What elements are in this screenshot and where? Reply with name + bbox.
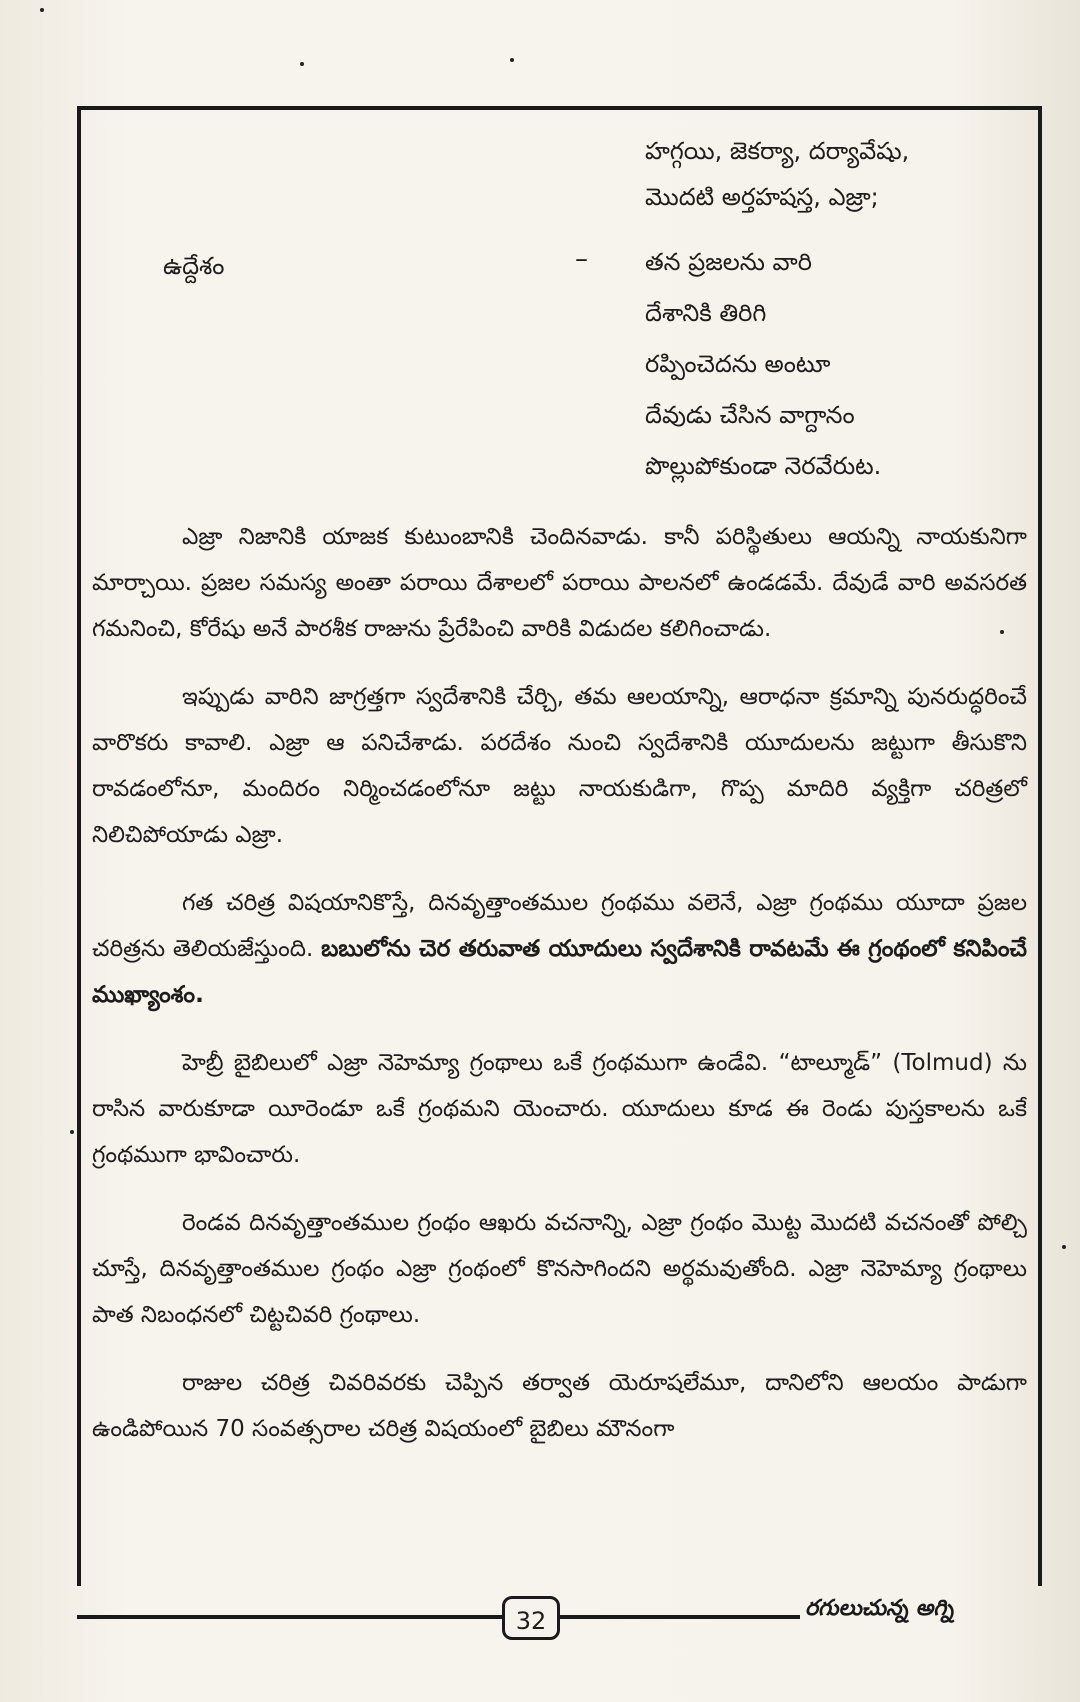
purpose-line: రప్పించెదను అంటూ bbox=[645, 350, 831, 378]
purpose-line: దేశానికి తిరిగి bbox=[645, 299, 767, 327]
body-text bbox=[92, 514, 1027, 1474]
purpose-dash: – bbox=[575, 244, 588, 274]
paragraph-emphasis: బబులోను చెర తరువాత యూదులు స్వదేశానికి రావటమే ఈ గ్రంథంలో కనిపించే ముఖ్యాంశం. bbox=[92, 936, 1028, 1008]
print-speck bbox=[1062, 1245, 1066, 1249]
people-list-line: హగ్గయి, జెకర్యా, దర్యావేషు, bbox=[645, 137, 910, 165]
print-speck bbox=[510, 58, 514, 62]
footer-rule-right bbox=[560, 1615, 800, 1619]
paragraph: హెబ్రీ బైబిలులో ఎజ్రా నెహెమ్యా గ్రంథాలు ఒకే గ్రంథముగా ఉండేవి. “టాల్మూడ్” (Tolmud) ను రాసిన వారుకూడా యీరెండూ ఒకే గ్రంథమని యెంచారు. యూదులు కూడ ఈ రెండు పుస్తకాలను ఒకే గ్రంథముగా భావించారు. bbox=[92, 1050, 1027, 1168]
paragraph: ఎజ్రా నిజానికి యాజక కుటుంబానికి చెందినవాడు. కానీ పరిస్థితులు ఆయన్ని నాయకునిగా మార్చాయి. ప్రజల సమస్య అంతా పరాయి దేశాలలో పరాయి పాలనలో ఉండడమే. దేవుడే వారి అవసరత గమనించి, కోరేషు అనే పారశీక రాజును ప్రేరేపించి వారికి విడుదల కలిగించాడు. bbox=[92, 524, 1027, 642]
paragraph: ఇప్పుడు వారిని జాగ్రత్తగా స్వదేశానికి చేర్చి, తమ ఆలయాన్ని, ఆరాధనా క్రమాన్ని పునరుద్ధరించే వారొకరు కావాలి. ఎజ్రా ఆ పనిచేశాడు. పరదేశం నుంచి స్వదేశానికి యూదులను జట్టుగా తీసుకొని రావడంలోనూ, మందిరం నిర్మించడంలోనూ జట్టు నాయకుడిగా, గొప్ప మాదిరి వ్యక్తిగా చరిత్రలో నిలిచిపోయాడు ఎజ్రా. bbox=[92, 684, 1027, 848]
purpose-line: పొల్లుపోకుండా నెరవేరుట. bbox=[645, 452, 882, 480]
running-title: రగులుచున్న అగ్ని bbox=[805, 1596, 954, 1621]
paragraph: రాజుల చరిత్ర చివరివరకు చెప్పిన తర్వాత యెరూషలేమూ, దానిలోని ఆలయం పాడుగా ఉండిపోయిన 70 సంవత్సరాల చరిత్ర విషయంలో బైబిలు మౌనంగా bbox=[92, 1370, 1027, 1442]
print-speck bbox=[40, 8, 44, 12]
people-list bbox=[645, 128, 1025, 220]
paragraph bbox=[92, 880, 1027, 1018]
page-number: 32 bbox=[502, 1596, 560, 1640]
purpose-line: దేవుడు చేసిన వాగ్దానం bbox=[645, 401, 855, 429]
purpose-label: ఉద్దేశం bbox=[163, 252, 225, 280]
paragraph: రెండవ దినవృత్తాంతముల గ్రంథం ఆఖరు వచనాన్ని, ఎజ్రా గ్రంథం మొట్ట మొదటి వచనంతో పోల్చి చూస్తే, దినవృత్తాంతముల గ్రంథం ఎజ్రా గ్రంథంలో కొనసాగిందని అర్థమవుతోంది. ఎజ్రా నెహెమ్యా గ్రంథాలు పాత నిబంధనలో చిట్టచివరి గ్రంథాలు. bbox=[92, 1210, 1027, 1328]
paragraph-text: గత చరిత్ర విషయానికొస్తే, దినవృత్తాంతముల గ్రంథము వలెనే, ఎజ్రా గ్రంథము యూదా ప్రజల చరిత్రను తెలియజేస్తుంది. bbox=[92, 890, 1027, 962]
footer-rule-left bbox=[77, 1615, 502, 1619]
print-speck bbox=[70, 1130, 74, 1134]
print-speck bbox=[300, 62, 304, 66]
purpose-text bbox=[645, 237, 1025, 492]
purpose-line: తన ప్రజలను వారి bbox=[645, 248, 812, 276]
people-list-line: మొదటి అర్తహషస్త, ఎజ్రా; bbox=[645, 183, 879, 211]
